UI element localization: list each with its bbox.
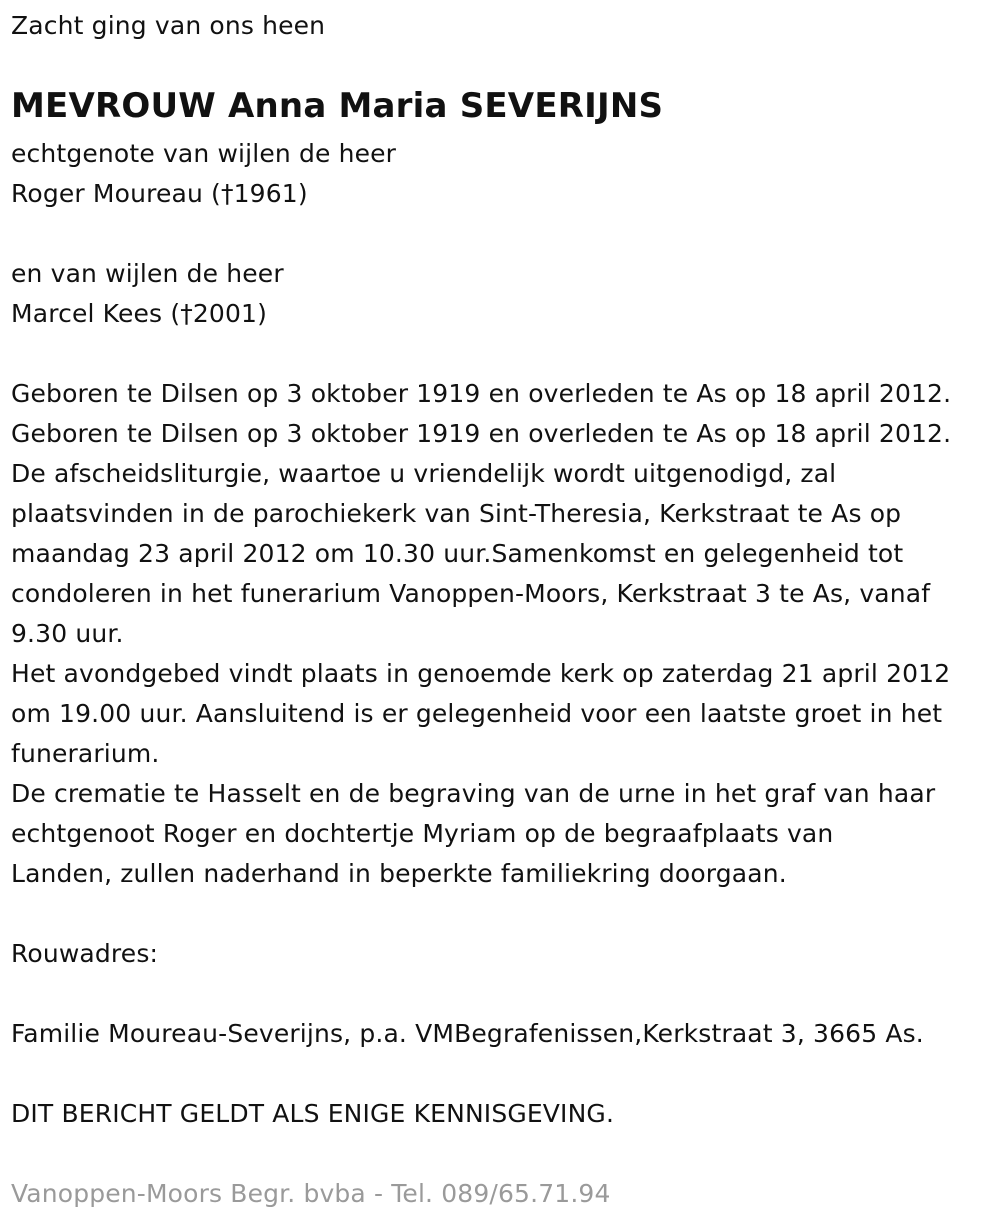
- spouse2-name: Marcel Kees (†2001): [11, 299, 267, 328]
- body-line: De crematie te Hasselt en de begraving van de urne in het graf van haar: [11, 779, 936, 808]
- spouse1-relation: echtgenote van wijlen de heer: [11, 139, 397, 168]
- body-line: condoleren in het funerarium Vanoppen-Moors, Kerkstraat 3 te As, vanaf: [11, 579, 931, 608]
- body-line: Geboren te Dilsen op 3 oktober 1919 en overleden te As op 18 april 2012.: [11, 379, 952, 408]
- spouse1-name: Roger Moureau (†1961): [11, 179, 308, 208]
- body-line: Landen, zullen naderhand in beperkte familiekring doorgaan.: [11, 859, 787, 888]
- body-line: maandag 23 april 2012 om 10.30 uur.Samenkomst en gelegenheid tot: [11, 539, 904, 568]
- address-label: Rouwadres:: [11, 939, 159, 968]
- body-line: Het avondgebed vindt plaats in genoemde kerk op zaterdag 21 april 2012: [11, 659, 951, 688]
- address-value: Familie Moureau-Severijns, p.a. VMBegrafenissen,Kerkstraat 3, 3665 As.: [11, 1019, 924, 1048]
- body-line: echtgenoot Roger en dochtertje Myriam op de begraafplaats van: [11, 819, 834, 848]
- funeral-home-footer: Vanoppen-Moors Begr. bvba - Tel. 089/65.71.94: [11, 1179, 611, 1208]
- body-line: plaatsvinden in de parochiekerk van Sint-Theresia, Kerkstraat te As op: [11, 499, 902, 528]
- intro-text: Zacht ging van ons heen: [11, 11, 326, 40]
- body-line: funerarium.: [11, 739, 160, 768]
- deceased-name: MEVROUW Anna Maria SEVERIJNS: [11, 86, 664, 126]
- body-line: om 19.00 uur. Aansluitend is er gelegenheid voor een laatste groet in het: [11, 699, 943, 728]
- spouse2-relation: en van wijlen de heer: [11, 259, 284, 288]
- body-line: De afscheidsliturgie, waartoe u vriendelijk wordt uitgenodigd, zal: [11, 459, 837, 488]
- notice-text: DIT BERICHT GELDT ALS ENIGE KENNISGEVING.: [11, 1099, 615, 1128]
- body-line: 9.30 uur.: [11, 619, 124, 648]
- body-line: Geboren te Dilsen op 3 oktober 1919 en overleden te As op 18 april 2012.: [11, 419, 952, 448]
